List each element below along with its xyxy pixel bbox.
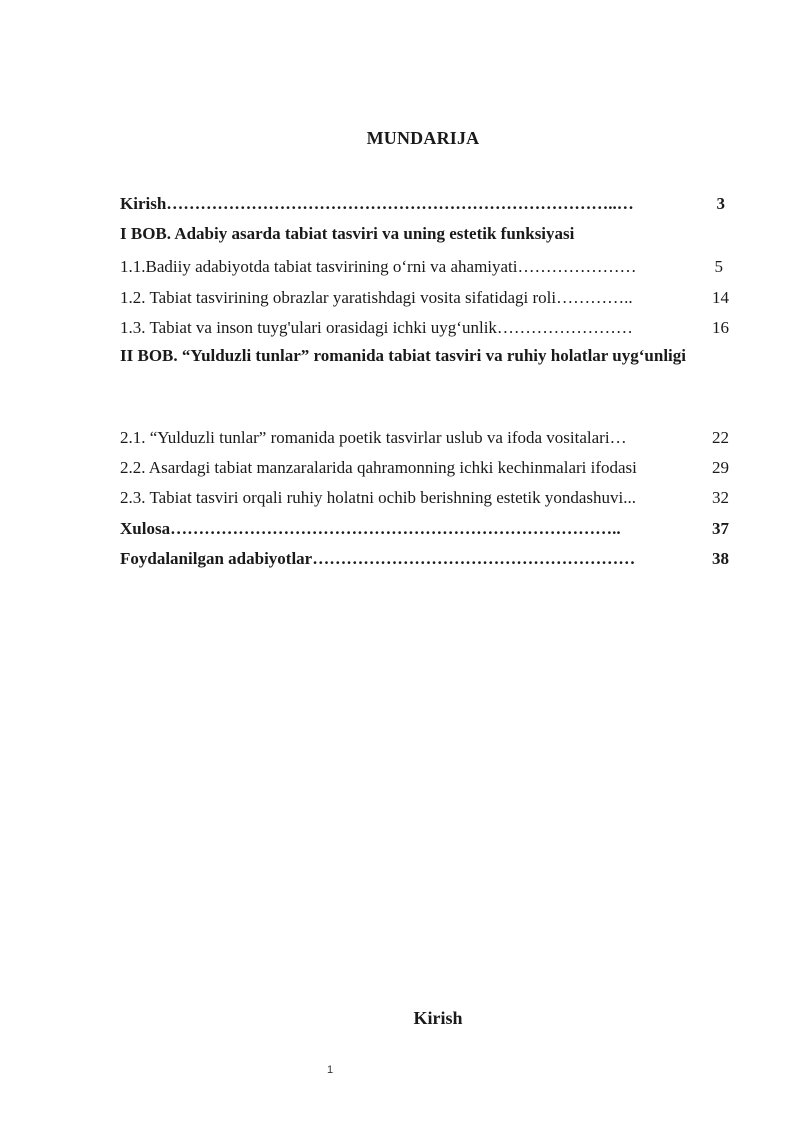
toc-entry-page: 22	[712, 428, 729, 447]
toc-entry-text: I BOB. Adabiy asarda tabiat tasviri va uning estetik funksiyasi	[120, 224, 575, 243]
section-heading-introduction: Kirish	[413, 1008, 463, 1028]
toc-entry-chapter-1[interactable]	[120, 222, 740, 246]
toc-entry-1-3[interactable]	[120, 316, 740, 340]
toc-entry-text: 1.2. Tabiat tasvirining obrazlar yaratishdagi vosita sifatidagi roli…………..	[120, 288, 633, 307]
toc-entry-text: 2.2. Asardagi tabiat manzaralarida qahramonning ichki kechinmalari ifodasi	[120, 458, 637, 477]
toc-entry-1-2[interactable]	[120, 286, 740, 310]
toc-entry-page: 14	[712, 288, 729, 307]
toc-entry-page: 5	[714, 257, 723, 276]
toc-entry-page: 29	[712, 458, 729, 477]
toc-entry-2-1[interactable]	[120, 426, 740, 450]
toc-entry-text: 1.3. Tabiat va inson tuyg'ulari orasidagi ichki uyg‘unlik……………………	[120, 318, 633, 337]
toc-entry-page: 3	[716, 194, 725, 213]
toc-entry-references[interactable]	[120, 547, 740, 571]
toc-entry-page: 37	[712, 519, 729, 538]
page-number: 1	[326, 1064, 334, 1076]
toc-entry-text: 2.3. Tabiat tasviri orqali ruhiy holatni ochib berishning estetik yondashuvi...	[120, 488, 636, 507]
toc-entry-introduction[interactable]	[120, 192, 740, 216]
toc-entry-page: 32	[712, 488, 729, 507]
toc-entry-1-1[interactable]	[120, 255, 740, 279]
toc-entry-text: 2.1. “Yulduzli tunlar” romanida poetik tasvirlar uslub va ifoda vositalari…	[120, 428, 627, 447]
toc-entry-page: 16	[712, 318, 729, 337]
toc-entry-text: Kirish……………………………………………………………………..…	[120, 194, 634, 213]
toc-entry-2-2[interactable]	[120, 456, 740, 480]
toc-entry-page: 38	[712, 549, 729, 568]
toc-entry-text: Foydalanilgan adabiyotlar…………………………………………………	[120, 549, 636, 568]
table-of-contents-title: MUNDARIJA	[366, 128, 480, 148]
toc-entry-text: Xulosa……………………………………………………………………..	[120, 519, 621, 538]
toc-entry-2-3[interactable]	[120, 486, 740, 510]
toc-entry-text: 1.1.Badiiy adabiyotda tabiat tasvirining o‘rni va ahamiyati…………………	[120, 257, 637, 276]
toc-entry-chapter-2[interactable]: II BOB. “Yulduzli tunlar” romanida tabiat tasviri va ruhiy holatlar uyg‘unligi	[120, 346, 686, 365]
toc-entry-conclusion[interactable]	[120, 517, 740, 541]
